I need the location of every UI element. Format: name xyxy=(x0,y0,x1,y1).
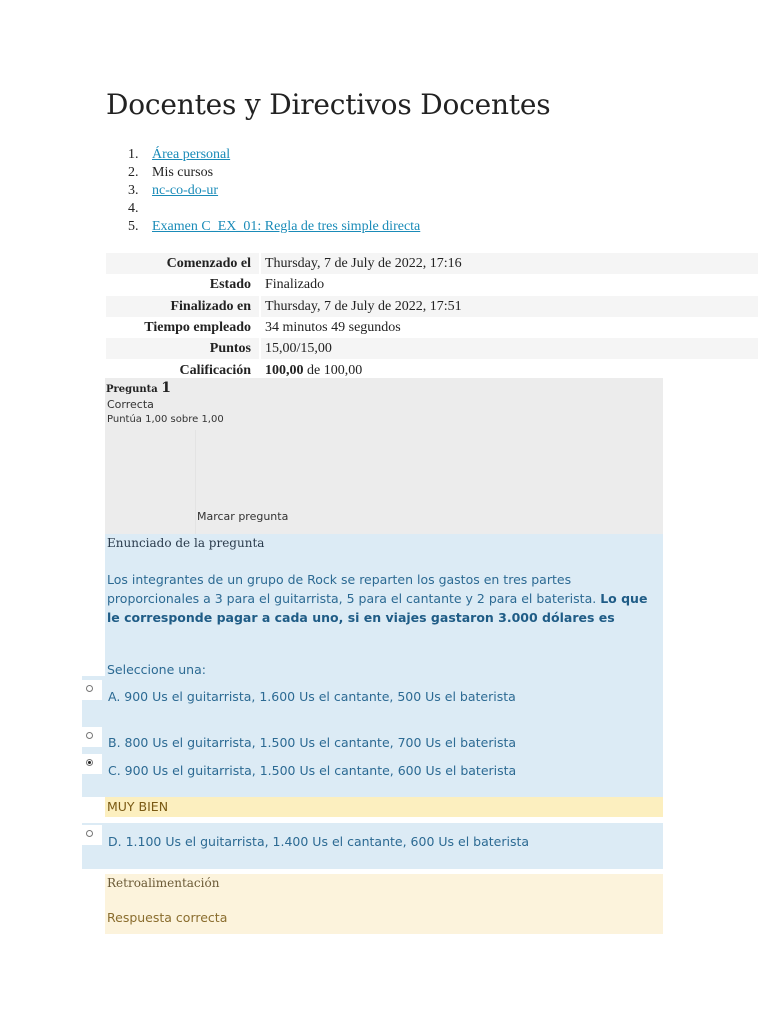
summary-row-points xyxy=(106,338,758,359)
summary-key: Calificación xyxy=(179,362,251,378)
breadcrumb-item-exam: 5. Examen C_EX_01: Regla de tres simple directa xyxy=(128,219,421,234)
breadcrumb-link-area-personal[interactable]: Área personal xyxy=(152,147,231,162)
option-c-label[interactable]: C. 900 Us el guitarrista, 1.500 Us el cantante, 600 Us el baterista xyxy=(108,763,517,778)
question-label: Pregunta 1 xyxy=(106,380,172,396)
question-state: Correcta xyxy=(107,398,154,411)
select-one-prompt: Seleccione una: xyxy=(107,662,206,677)
question-grade: Puntúa 1,00 sobre 1,00 xyxy=(107,414,224,425)
question-text: Los integrantes de un grupo de Rock se reparten los gastos en tres partes proporcionales a 3 para el guitarrista, 5 para el cantante y 2 para el baterista. Lo que le corresponde pagar a cada uno, si en viajes gastaron 3.000 dólares es xyxy=(107,572,648,625)
summary-row-state xyxy=(106,274,758,295)
option-b-label[interactable]: B. 800 Us el guitarrista, 1.500 Us el cantante, 700 Us el baterista xyxy=(108,735,517,750)
option-b-radio[interactable] xyxy=(82,727,102,747)
question-formulation xyxy=(105,534,663,797)
summary-value: 15,00/15,00 xyxy=(260,338,758,359)
summary-key: Finalizado en xyxy=(106,296,260,317)
breadcrumb-item-area-personal: 1. Área personal xyxy=(128,147,231,162)
summary-key: Comenzado el xyxy=(106,253,260,274)
feedback-text: Respuesta correcta xyxy=(107,910,228,925)
question-info-panel xyxy=(105,378,663,534)
summary-value: Thursday, 7 de July de 2022, 17:16 xyxy=(260,253,758,274)
summary-row-started xyxy=(106,253,758,274)
summary-row-time xyxy=(106,317,758,338)
option-c-radio[interactable] xyxy=(82,754,102,774)
summary-value: 34 minutos 49 segundos xyxy=(260,317,758,338)
question-number: 1 xyxy=(161,380,172,396)
summary-value: Finalizado xyxy=(260,274,758,295)
grade-value: 100,00 xyxy=(265,362,304,378)
breadcrumb-item-empty: 4. xyxy=(128,201,139,216)
summary-row-finished xyxy=(106,296,758,317)
summary-key: Estado xyxy=(209,277,251,293)
option-feedback: MUY BIEN xyxy=(105,797,663,817)
feedback-heading: Retroalimentación xyxy=(107,876,220,890)
summary-key: Puntos xyxy=(106,338,260,359)
attempt-summary-table xyxy=(106,253,758,381)
grade-max: de 100,00 xyxy=(303,362,363,378)
option-a-label[interactable]: A. 900 Us el guitarrista, 1.600 Us el cantante, 500 Us el baterista xyxy=(108,689,516,704)
breadcrumb-link-exam[interactable]: Examen C_EX_01: Regla de tres simple directa xyxy=(152,219,421,234)
breadcrumb-item-mis-cursos: 2. Mis cursos xyxy=(128,165,214,180)
page-title: Docentes y Directivos Docentes xyxy=(106,88,551,121)
summary-value: Thursday, 7 de July de 2022, 17:51 xyxy=(260,296,758,317)
breadcrumb-text-mis-cursos: Mis cursos xyxy=(152,165,214,180)
breadcrumb-link-course[interactable]: nc-co-do-ur xyxy=(152,183,219,198)
feedback-panel xyxy=(105,874,663,934)
question-statement-heading: Enunciado de la pregunta xyxy=(107,536,265,550)
breadcrumb xyxy=(128,146,421,236)
flag-question-link[interactable]: Marcar pregunta xyxy=(197,510,289,523)
option-a-radio[interactable] xyxy=(82,680,102,700)
option-d-label[interactable]: D. 1.100 Us el guitarrista, 1.400 Us el cantante, 600 Us el baterista xyxy=(108,834,530,849)
summary-key: Tiempo empleado xyxy=(144,320,251,336)
option-d-radio[interactable] xyxy=(82,825,102,845)
breadcrumb-item-course: 3. nc-co-do-ur xyxy=(128,183,219,198)
question-text-bold: Lo que le corresponde pagar a cada uno, si en viajes gastaron 3.000 dólares es xyxy=(107,591,648,625)
